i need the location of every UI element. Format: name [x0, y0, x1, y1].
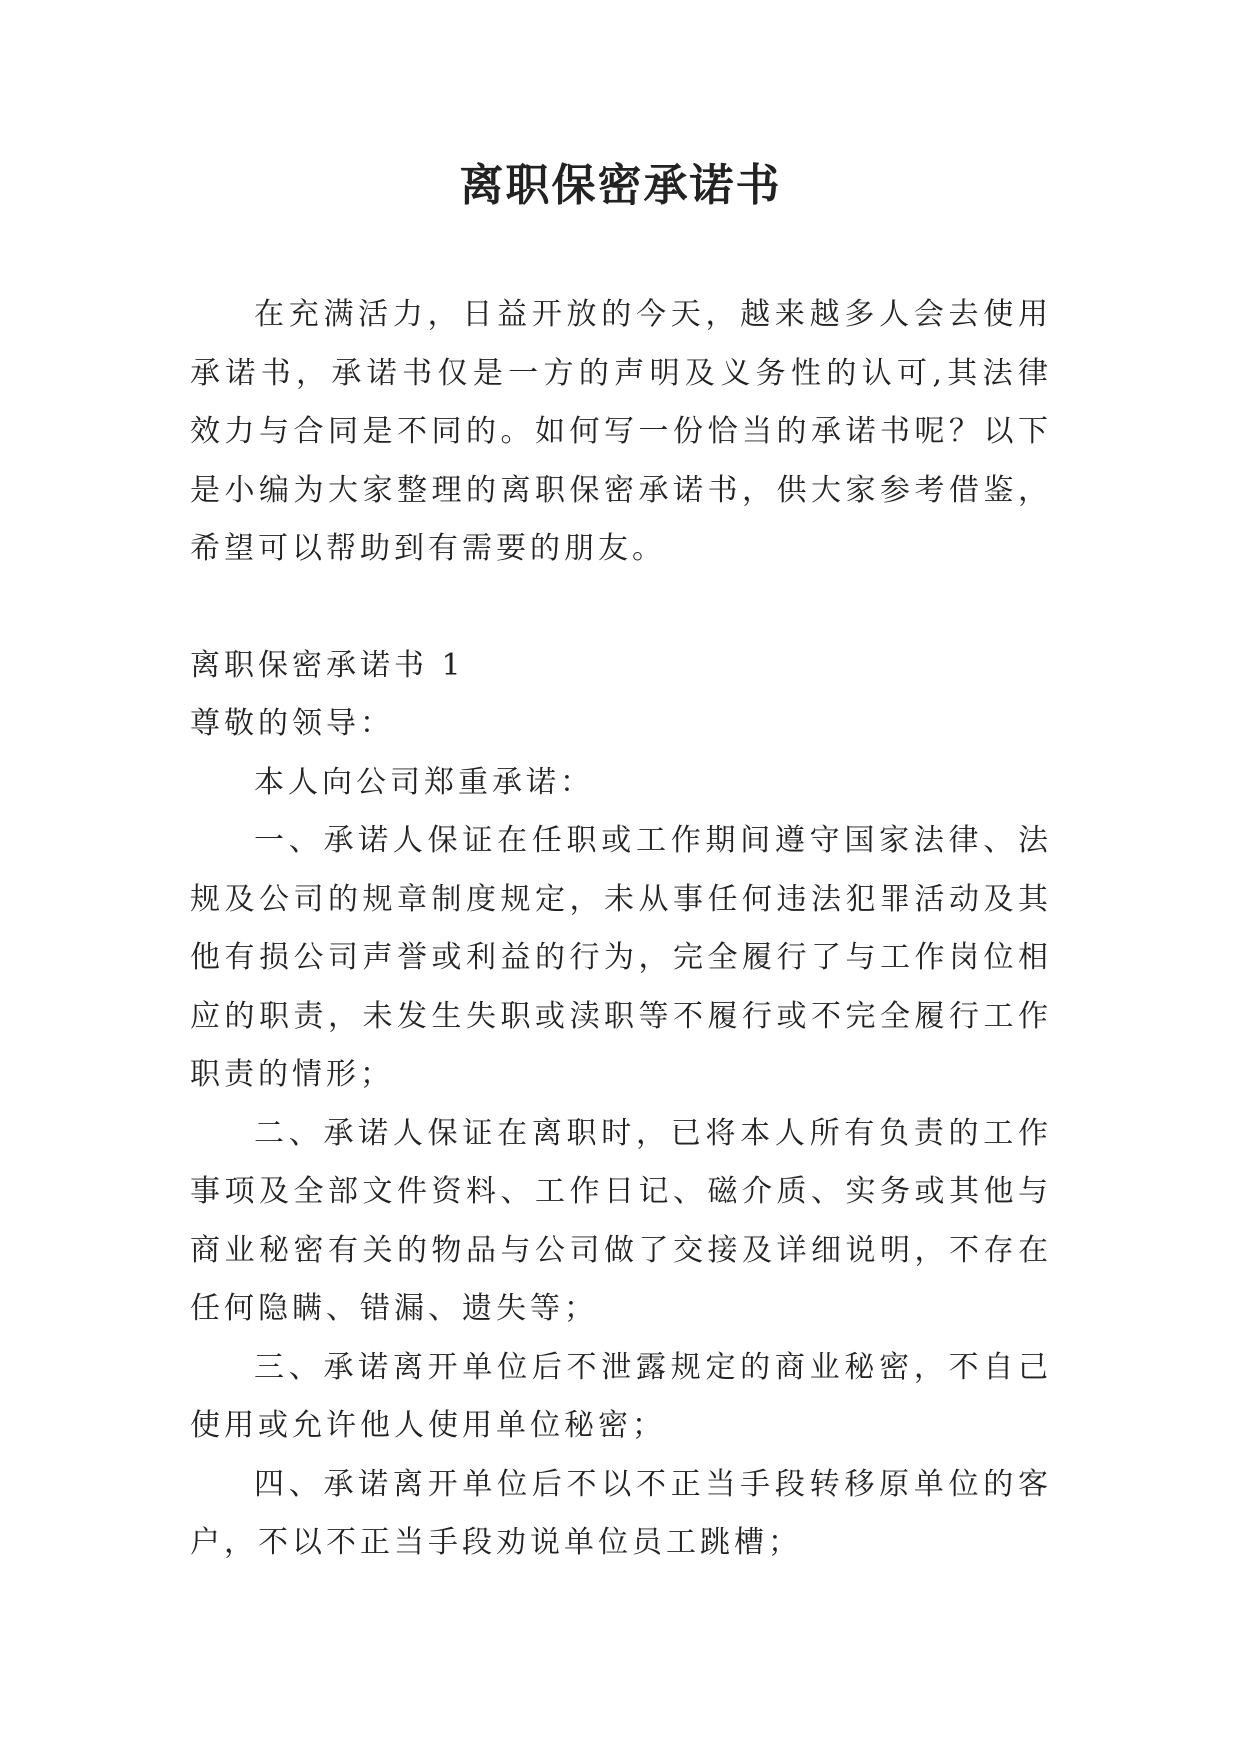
document-title: 离职保密承诺书 [459, 160, 782, 211]
paragraph-spacer [190, 579, 1052, 637]
section-heading: 离职保密承诺书 1 [190, 647, 465, 683]
clause-3: 三、承诺离开单位后不泄露规定的商业秘密，不自己使用或允许他人使用单位秘密； [190, 1349, 1052, 1443]
clause-4: 四、承诺离开单位后不以不正当手段转移原单位的客户，不以不正当手段劝说单位员工跳槽； [190, 1466, 1052, 1560]
opening-line: 本人向公司郑重承诺： [254, 764, 594, 800]
document-body [190, 286, 1052, 1573]
clause-1: 一、承诺人保证在任职或工作期间遵守国家法律、法规及公司的规章制度规定，未从事任何违法犯罪活动及其他有损公司声誉或利益的行为，完全履行了与工作岗位相应的职责，未发生失职或渎职等不履行或不完全履行工作职责的情形； [190, 823, 1052, 1092]
salutation: 尊敬的领导： [190, 706, 394, 741]
clause-2: 二、承诺人保证在离职时，已将本人所有负责的工作事项及全部文件资料、工作日记、磁介质、实务或其他与商业秘密有关的物品与公司做了交接及详细说明，不存在任何隐瞒、错漏、遗失等； [190, 1115, 1052, 1326]
intro-paragraph: 在充满活力，日益开放的今天，越来越多人会去使用承诺书，承诺书仅是一方的声明及义务性的认可,其法律效力与合同是不同的。如何写一份恰当的承诺书呢？以下是小编为大家整理的离职保密承诺书，供大家参考借鉴，希望可以帮助到有需要的朋友。 [190, 297, 1052, 566]
